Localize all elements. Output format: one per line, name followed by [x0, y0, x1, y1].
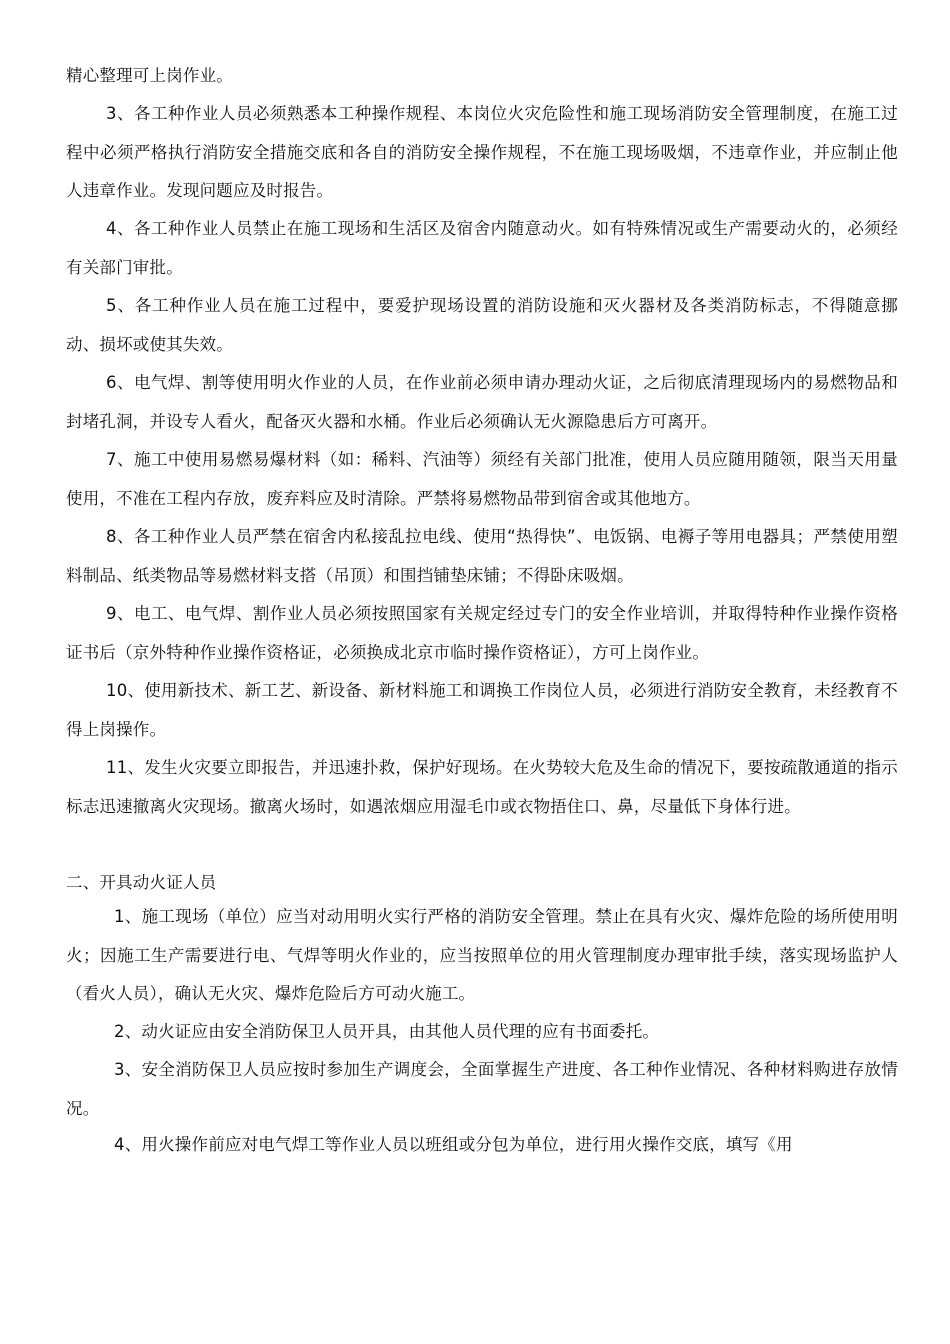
paragraph-item-4: 4、各工种作业人员禁止在施工现场和生活区及宿舍内随意动火。如有特殊情况或生产需要动火的，必须经有关部门审批。: [66, 219, 898, 277]
paragraph-item-6: 6、电气焊、割等使用明火作业的人员，在作业前必须申请办理动火证，之后彻底清理现场内的易燃物品和封堵孔洞，并设专人看火，配备灭火器和水桶。作业后必须确认无火源隐患后方可离开。: [66, 373, 898, 431]
paragraph-item-8: 8、各工种作业人员严禁在宿舍内私接乱拉电线、使用“热得快”、电饭锅、电褥子等用电器具；严禁使用塑料制品、纸类物品等易燃材料支搭（吊顶）和围挡铺垫床铺；不得卧床吸烟。: [66, 527, 898, 585]
section-heading: 二、开具动火证人员: [66, 873, 217, 892]
paragraph-item-5: 5、各工种作业人员在施工过程中，要爱护现场设置的消防设施和灭火器材及各类消防标志，不得随意挪动、损坏或使其失效。: [66, 296, 898, 354]
section2-item-4: 4、用火操作前应对电气焊工等作业人员以班组或分包为单位，进行用火操作交底，填写《用: [114, 1135, 793, 1154]
section2-item-3: 3、安全消防保卫人员应按时参加生产调度会，全面掌握生产进度、各工种作业情况、各种材料购进存放情况。: [66, 1060, 898, 1118]
paragraph-item-7: 7、施工中使用易燃易爆材料（如：稀料、汽油等）须经有关部门批准，使用人员应随用随领，限当天用量使用，不准在工程内存放，废弃料应及时清除。严禁将易燃物品带到宿舍或其他地方。: [66, 450, 898, 508]
paragraph-item-11: 11、发生火灾要立即报告，并迅速扑救，保护好现场。在火势较大危及生命的情况下，要按疏散通道的指示标志迅速撤离火灾现场。撤离火场时，如遇浓烟应用湿毛巾或衣物捂住口、鼻，尽量低下身体行进。: [66, 758, 898, 816]
paragraph-continuation: 精心整理可上岗作业。: [66, 66, 233, 85]
paragraph-item-9: 9、电工、电气焊、割作业人员必须按照国家有关规定经过专门的安全作业培训，并取得特种作业操作资格证书后（京外特种作业操作资格证，必须换成北京市临时操作资格证），方可上岗作业。: [66, 604, 898, 662]
section2-item-2: 2、动火证应由安全消防保卫人员开具，由其他人员代理的应有书面委托。: [114, 1022, 660, 1041]
paragraph-item-3: 3、各工种作业人员必须熟悉本工种操作规程、本岗位火灾危险性和施工现场消防安全管理制度，在施工过程中必须严格执行消防安全措施交底和各自的消防安全操作规程，不在施工现场吸烟，不违章作业，并应制止他人违章作业。发现问题应及时报告。: [66, 104, 898, 200]
section2-item-1: 1、施工现场（单位）应当对动用明火实行严格的消防安全管理。禁止在具有火灾、爆炸危险的场所使用明火；因施工生产需要进行电、气焊等明火作业的，应当按照单位的用火管理制度办理审批手续，落实现场监护人（看火人员），确认无火灾、爆炸危险后方可动火施工。: [66, 907, 898, 1003]
paragraph-item-10: 10、使用新技术、新工艺、新设备、新材料施工和调换工作岗位人员，必须进行消防安全教育，未经教育不得上岗操作。: [66, 681, 898, 739]
